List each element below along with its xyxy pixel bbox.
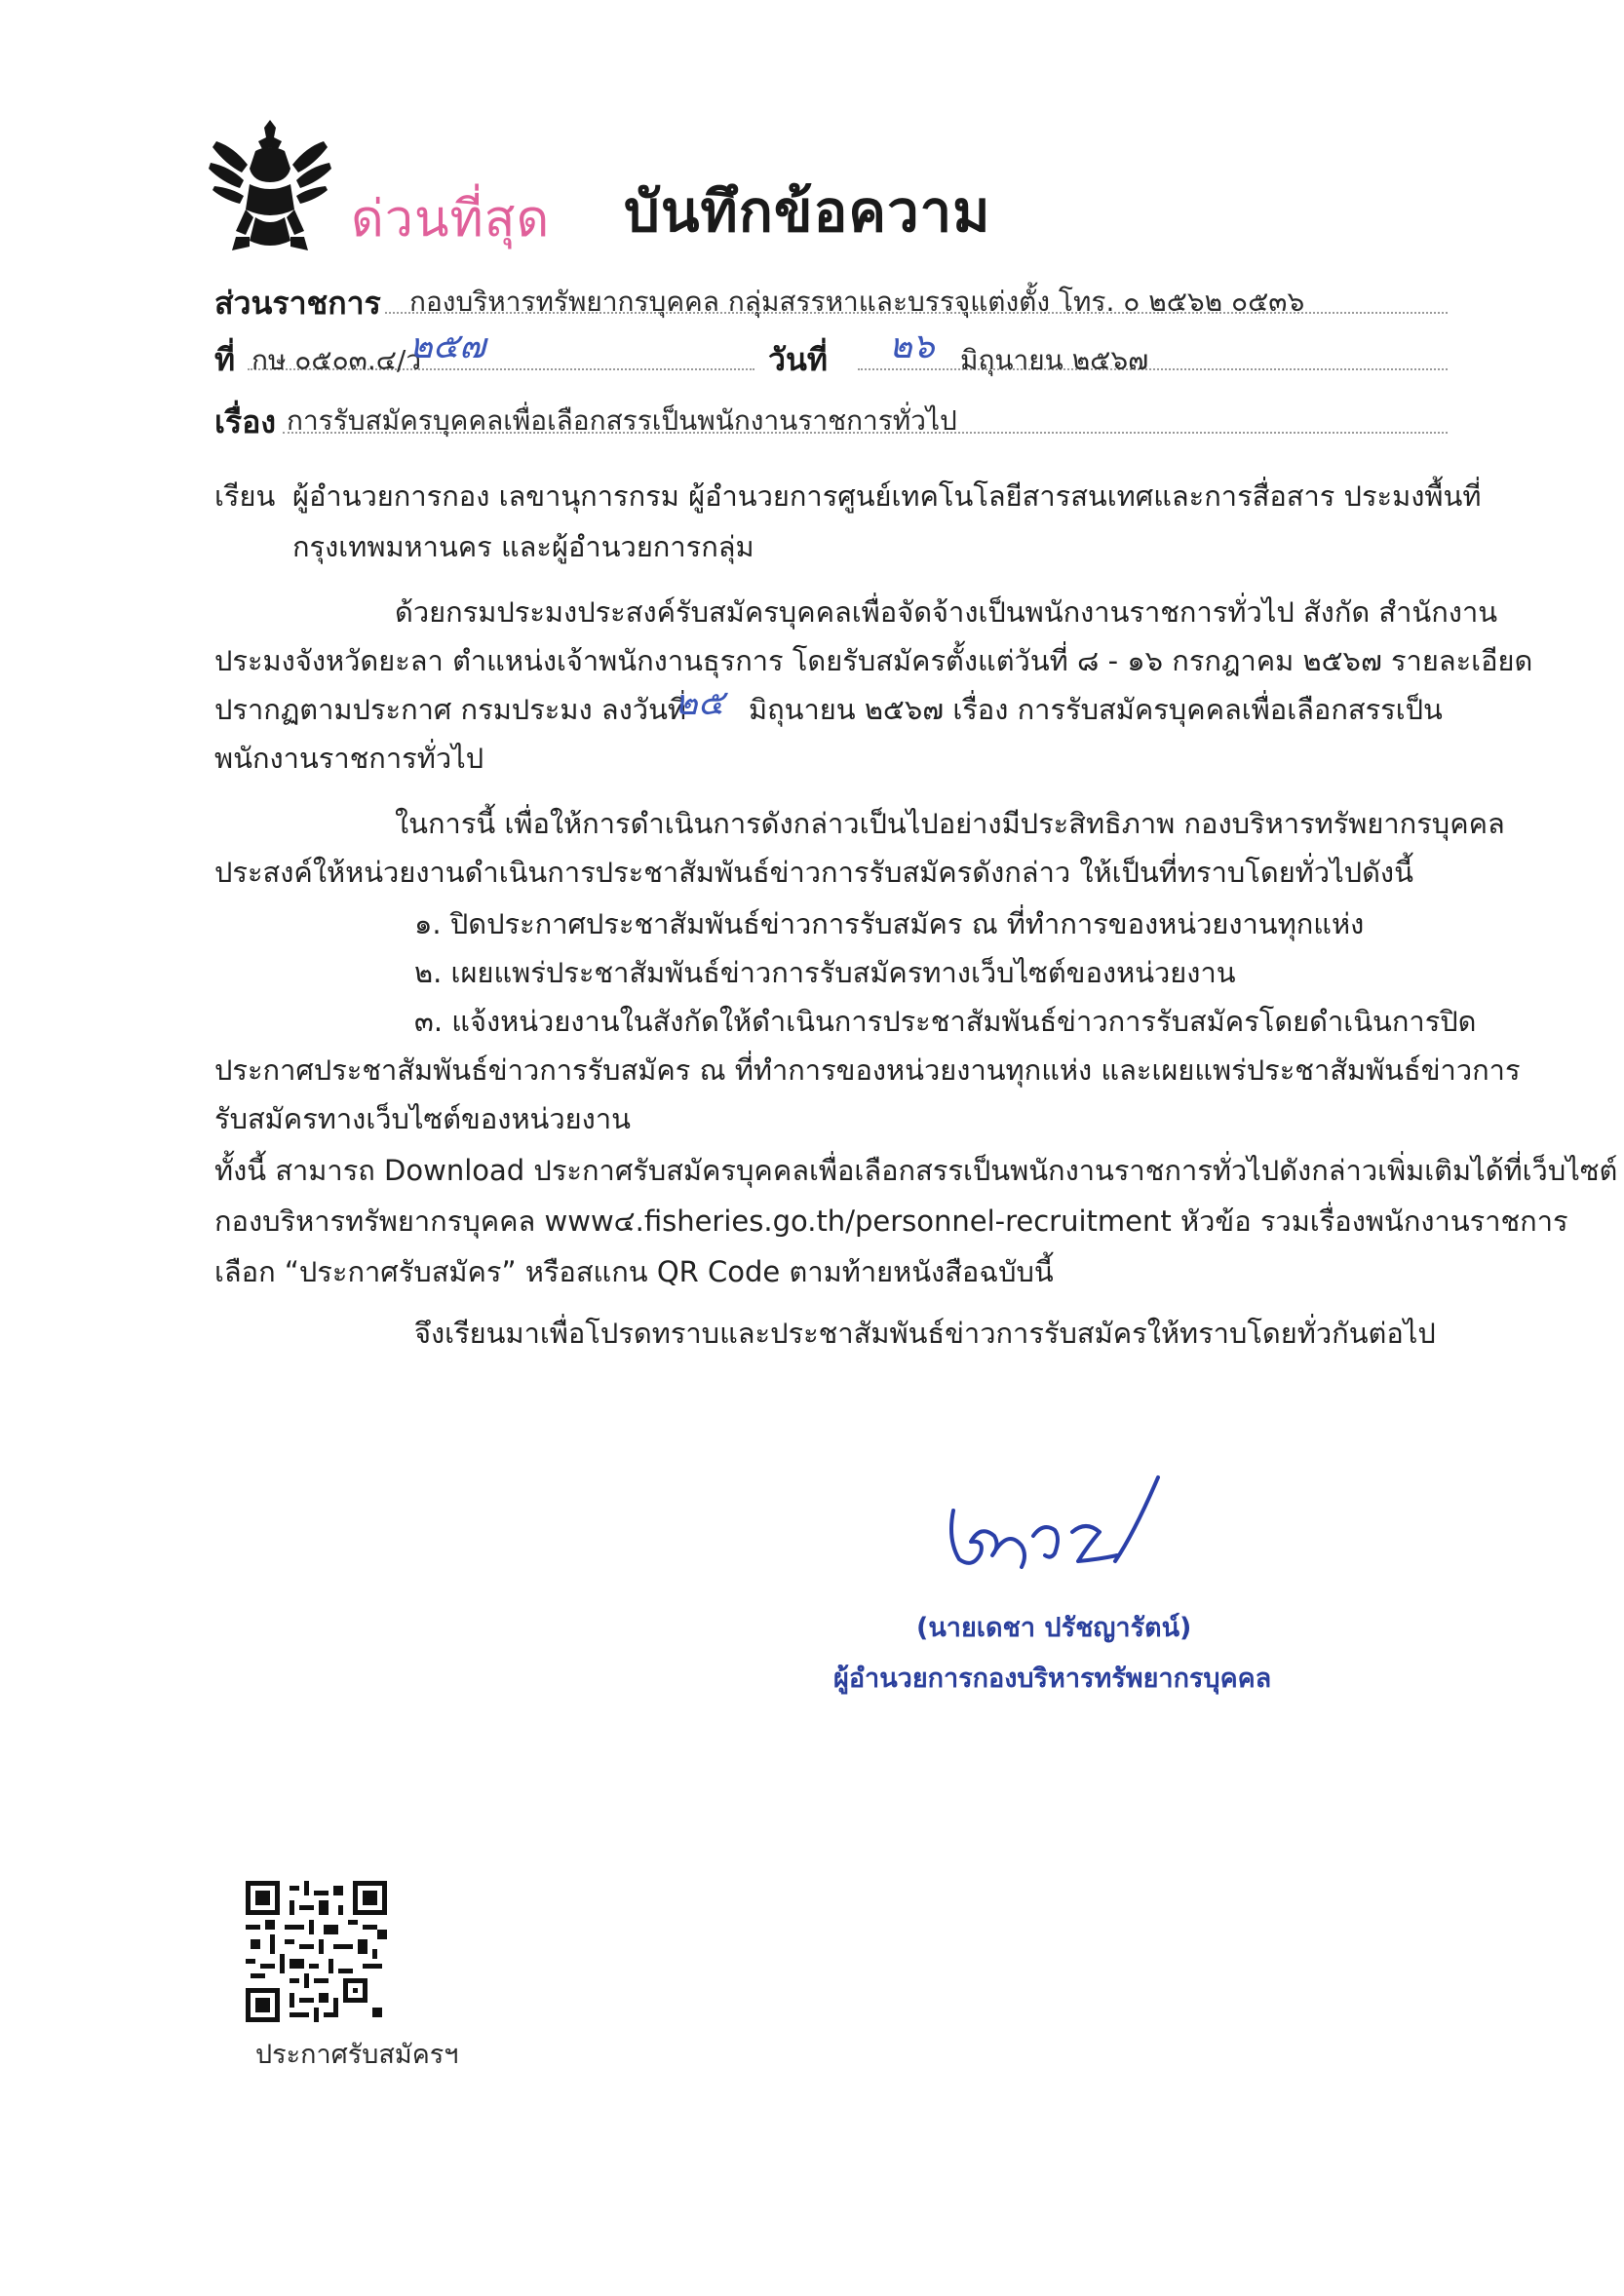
signatory-name: (นายเดชา ปรัชญารัตน์) [916,1613,1192,1643]
paragraph-3-line-2: กองบริหารทรัพยากรบุคคล www๔.fisheries.go.th/personnel-recruitment หัวข้อ รวมเรื่องพนักงานราชการ [214,1205,1568,1238]
paragraph-2-line-1: ในการนี้ เพื่อให้การดำเนินการดังกล่าวเป็นไปอย่างมีประสิทธิภาพ กองบริหารทรัพยากรบุคคล [395,807,1505,840]
list-item-1: ๑. ปิดประกาศประชาสัมพันธ์ข่าวการรับสมัคร ณ ที่ทำการของหน่วยงานทุกแห่ง [414,907,1365,940]
paragraph-1-line-3a: ปรากฏตามประกาศ กรมประมง ลงวันที่ [214,693,687,726]
subject-value: การรับสมัครบุคคลเพื่อเลือกสรรเป็นพนักงานราชการทั่วไป [287,404,957,437]
handwritten-signature-icon [944,1472,1207,1588]
subject-label: เรื่อง [214,403,276,440]
department-label: ส่วนราชการ [214,285,381,322]
department-value: กองบริหารทรัพยากรบุคคล กลุ่มสรรหาและบรรจุแต่งตั้ง โทร. ๐ ๒๕๖๒ ๐๕๓๖ [409,286,1305,318]
paragraph-1-handwritten-day: ๒๕ [675,683,724,723]
date-label: วันที่ [768,341,828,378]
paragraph-1-line-4: พนักงานราชการทั่วไป [214,742,484,775]
list-item-3-line-1: ๓. แจ้งหน่วยงานในสังกัดให้ดำเนินการประชาสัมพันธ์ข่าวการรับสมัครโดยดำเนินการปิด [414,1005,1477,1038]
date-dotline [858,368,1448,370]
paragraph-3-line-3: เลือก “ประกาศรับสมัคร” หรือสแกน QR Code ตามท้ายหนังสือฉบับนี้ [214,1255,1054,1288]
to-line-1: ผู้อำนวยการกอง เลขานุการกรม ผู้อำนวยการศูนย์เทคโนโลยีสารสนเทศและการสื่อสาร ประมงพื้นที่ [292,479,1482,513]
paragraph-3-line-1: ทั้งนี้ สามารถ Download ประกาศรับสมัครบุคคลเพื่อเลือกสรรเป็นพนักงานราชการทั่วไปดังกล่าวเพิ่มเติมได้ที่เว็บไซต์ [214,1154,1618,1187]
urgent-label: ด่วนที่สุด [351,190,551,249]
to-line-2: กรุงเทพมหานคร และผู้อำนวยการกลุ่ม [292,530,754,563]
paragraph-1-line-3b: มิถุนายน ๒๕๖๗ เรื่อง การรับสมัครบุคคลเพื่อเลือกสรรเป็น [749,693,1443,726]
memo-title: บันทึกข้อความ [624,178,991,245]
list-item-3-line-2: ประกาศประชาสัมพันธ์ข่าวการรับสมัคร ณ ที่ทำการของหน่วยงานทุกแห่ง และเผยแพร่ประชาสัมพันธ์ข่าวการ [214,1053,1521,1087]
ref-value: กษ ๐๕๐๓.๔/ว [251,344,422,376]
signatory-title: ผู้อำนวยการกองบริหารทรัพยากรบุคคล [833,1664,1272,1694]
ref-label: ที่ [214,341,236,378]
list-item-3-line-3: รับสมัครทางเว็บไซต์ของหน่วยงาน [214,1102,631,1135]
qr-code-icon[interactable] [246,1881,387,2022]
date-day-handwritten: ๒๖ [889,326,935,366]
qr-caption: ประกาศรับสมัครฯ [255,2040,459,2070]
closing-line: จึงเรียนมาเพื่อโปรดทราบและประชาสัมพันธ์ข่าวการรับสมัครให้ทราบโดยทั่วกันต่อไป [414,1317,1436,1350]
paragraph-1-line-1: ด้วยกรมประมงประสงค์รับสมัครบุคคลเพื่อจัดจ้างเป็นพนักงานราชการทั่วไป สังกัด สำนักงาน [395,595,1498,629]
date-value: มิถุนายน ๒๕๖๗ [960,344,1149,376]
list-item-2: ๒. เผยแพร่ประชาสัมพันธ์ข่าวการรับสมัครทางเว็บไซต์ของหน่วยงาน [414,956,1236,989]
paragraph-2-line-2: ประสงค์ให้หน่วยงานดำเนินการประชาสัมพันธ์ข่าวการรับสมัครดังกล่าว ให้เป็นที่ทราบโดยทั่วไปดังนี้ [214,856,1413,889]
ref-handwritten: ๒๕๗ [409,326,486,366]
garuda-emblem-icon [207,112,333,253]
paragraph-1-line-2: ประมงจังหวัดยะลา ตำแหน่งเจ้าพนักงานธุรการ โดยรับสมัครตั้งแต่วันที่ ๘ - ๑๖ กรกฎาคม ๒๕๖๗ รายละเอียด [214,644,1533,677]
to-label: เรียน [214,479,276,513]
